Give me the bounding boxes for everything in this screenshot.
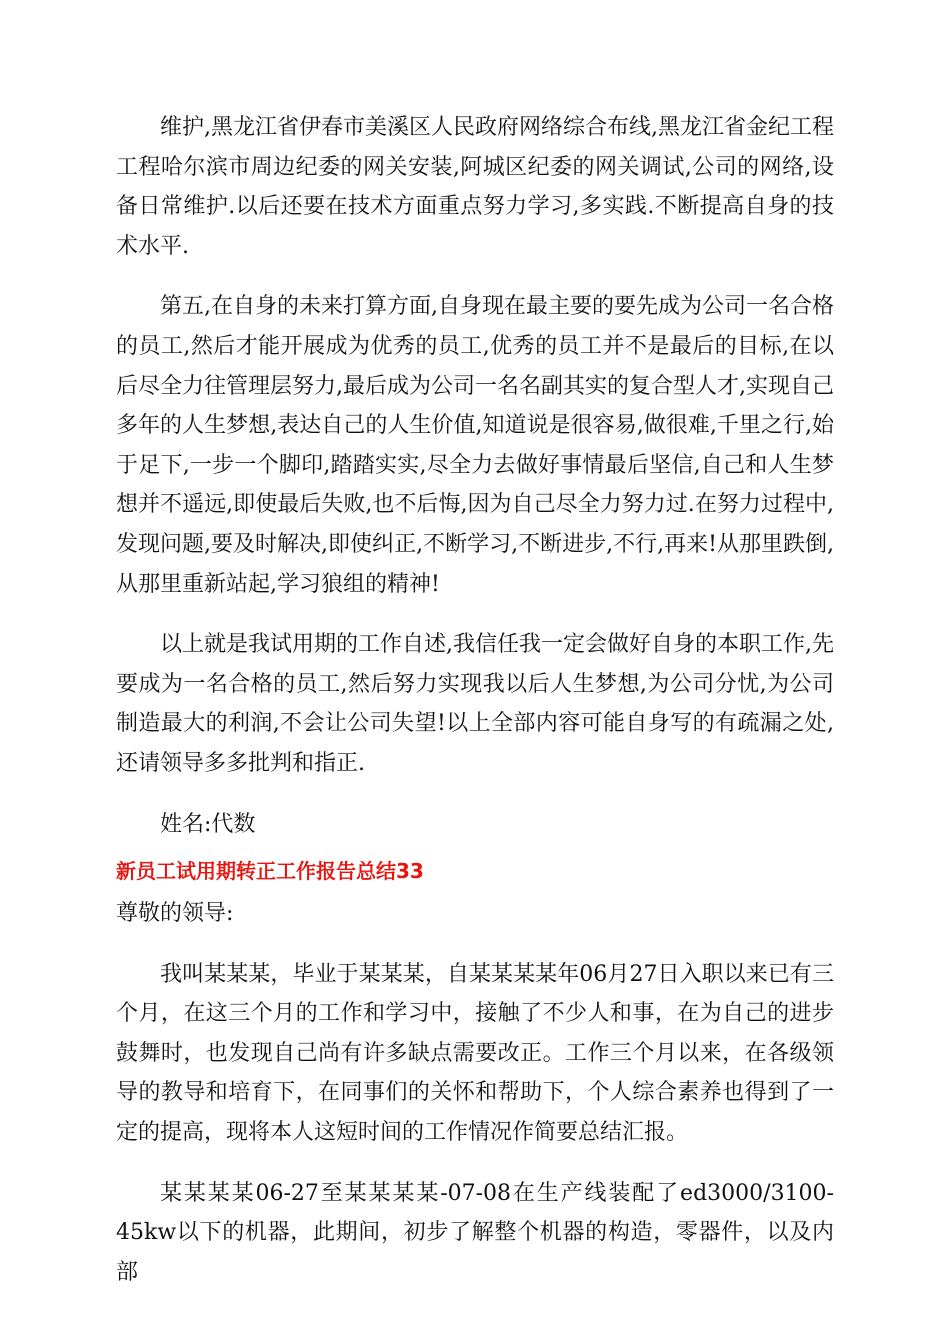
section-heading: 新员工试用期转正工作报告总结33	[116, 859, 424, 884]
paragraph-future-plans: 第五,在自身的未来打算方面,自身现在最主要的要先成为公司一名合格的员工,然后才能开展成为优秀的员工,优秀的员工并不是最后的目标,在以后尽全力往管理层努力,最后成为公司一名名副其实的复合型人才,实现自己多年的人生梦想,表达自己的人生价值,知道说是很容易,做很难,千里之行,始于足下,一步一个脚印,踏踏实实,尽全力去做好事情最后坚信,自己和人生梦想并不遥远,即使最后失败,也不后悔,因为自己尽全力努力过.在努力过程中,发现问题,要及时解决,即使纠正,不断学习,不断进步,不行,再来!从那里跌倒,从那里重新站起,学习狼组的精神!	[116, 294, 834, 597]
signature-name: 姓名:代数	[160, 811, 256, 837]
salutation: 尊敬的领导:	[116, 901, 234, 927]
paragraph-network-maintenance: 维护,黑龙江省伊春市美溪区人民政府网络综合布线,黑龙江省金纪工程工程哈尔滨市周边纪委的网关安装,阿城区纪委的网关调试,公司的网络,设备日常维护.以后还要在技术方面重点努力学习,多实践.不断提高自身的技术水平.	[116, 115, 834, 259]
paragraph-introduction: 我叫某某某，毕业于某某某，自某某某某年06月27日入职以来已有三个月，在这三个月的工作和学习中，接触了不少人和事，在为自己的进步鼓舞时，也发现自己尚有许多缺点需要改正。工作三个月以来，在各级领导的教导和培育下，在同事们的关怀和帮助下，个人综合素养也得到了一定的提高，现将本人这短时间的工作情况作简要总结汇报。	[116, 961, 834, 1146]
document-body	[116, 108, 834, 1292]
paragraph-production-line: 某某某某06-27至某某某某-07-08在生产线装配了ed3000/3100-45kw以下的机器，此期间，初步了解整个机器的构造，零器件，以及内部	[116, 1180, 834, 1285]
paragraph-summary: 以上就是我试用期的工作自述,我信任我一定会做好自身的本职工作,先要成为一名合格的员工,然后努力实现我以后人生梦想,为公司分忧,为公司制造最大的利润,不会让公司失望!以上全部内容可能自身写的有疏漏之处,还请领导多多批判和指正.	[116, 632, 834, 776]
